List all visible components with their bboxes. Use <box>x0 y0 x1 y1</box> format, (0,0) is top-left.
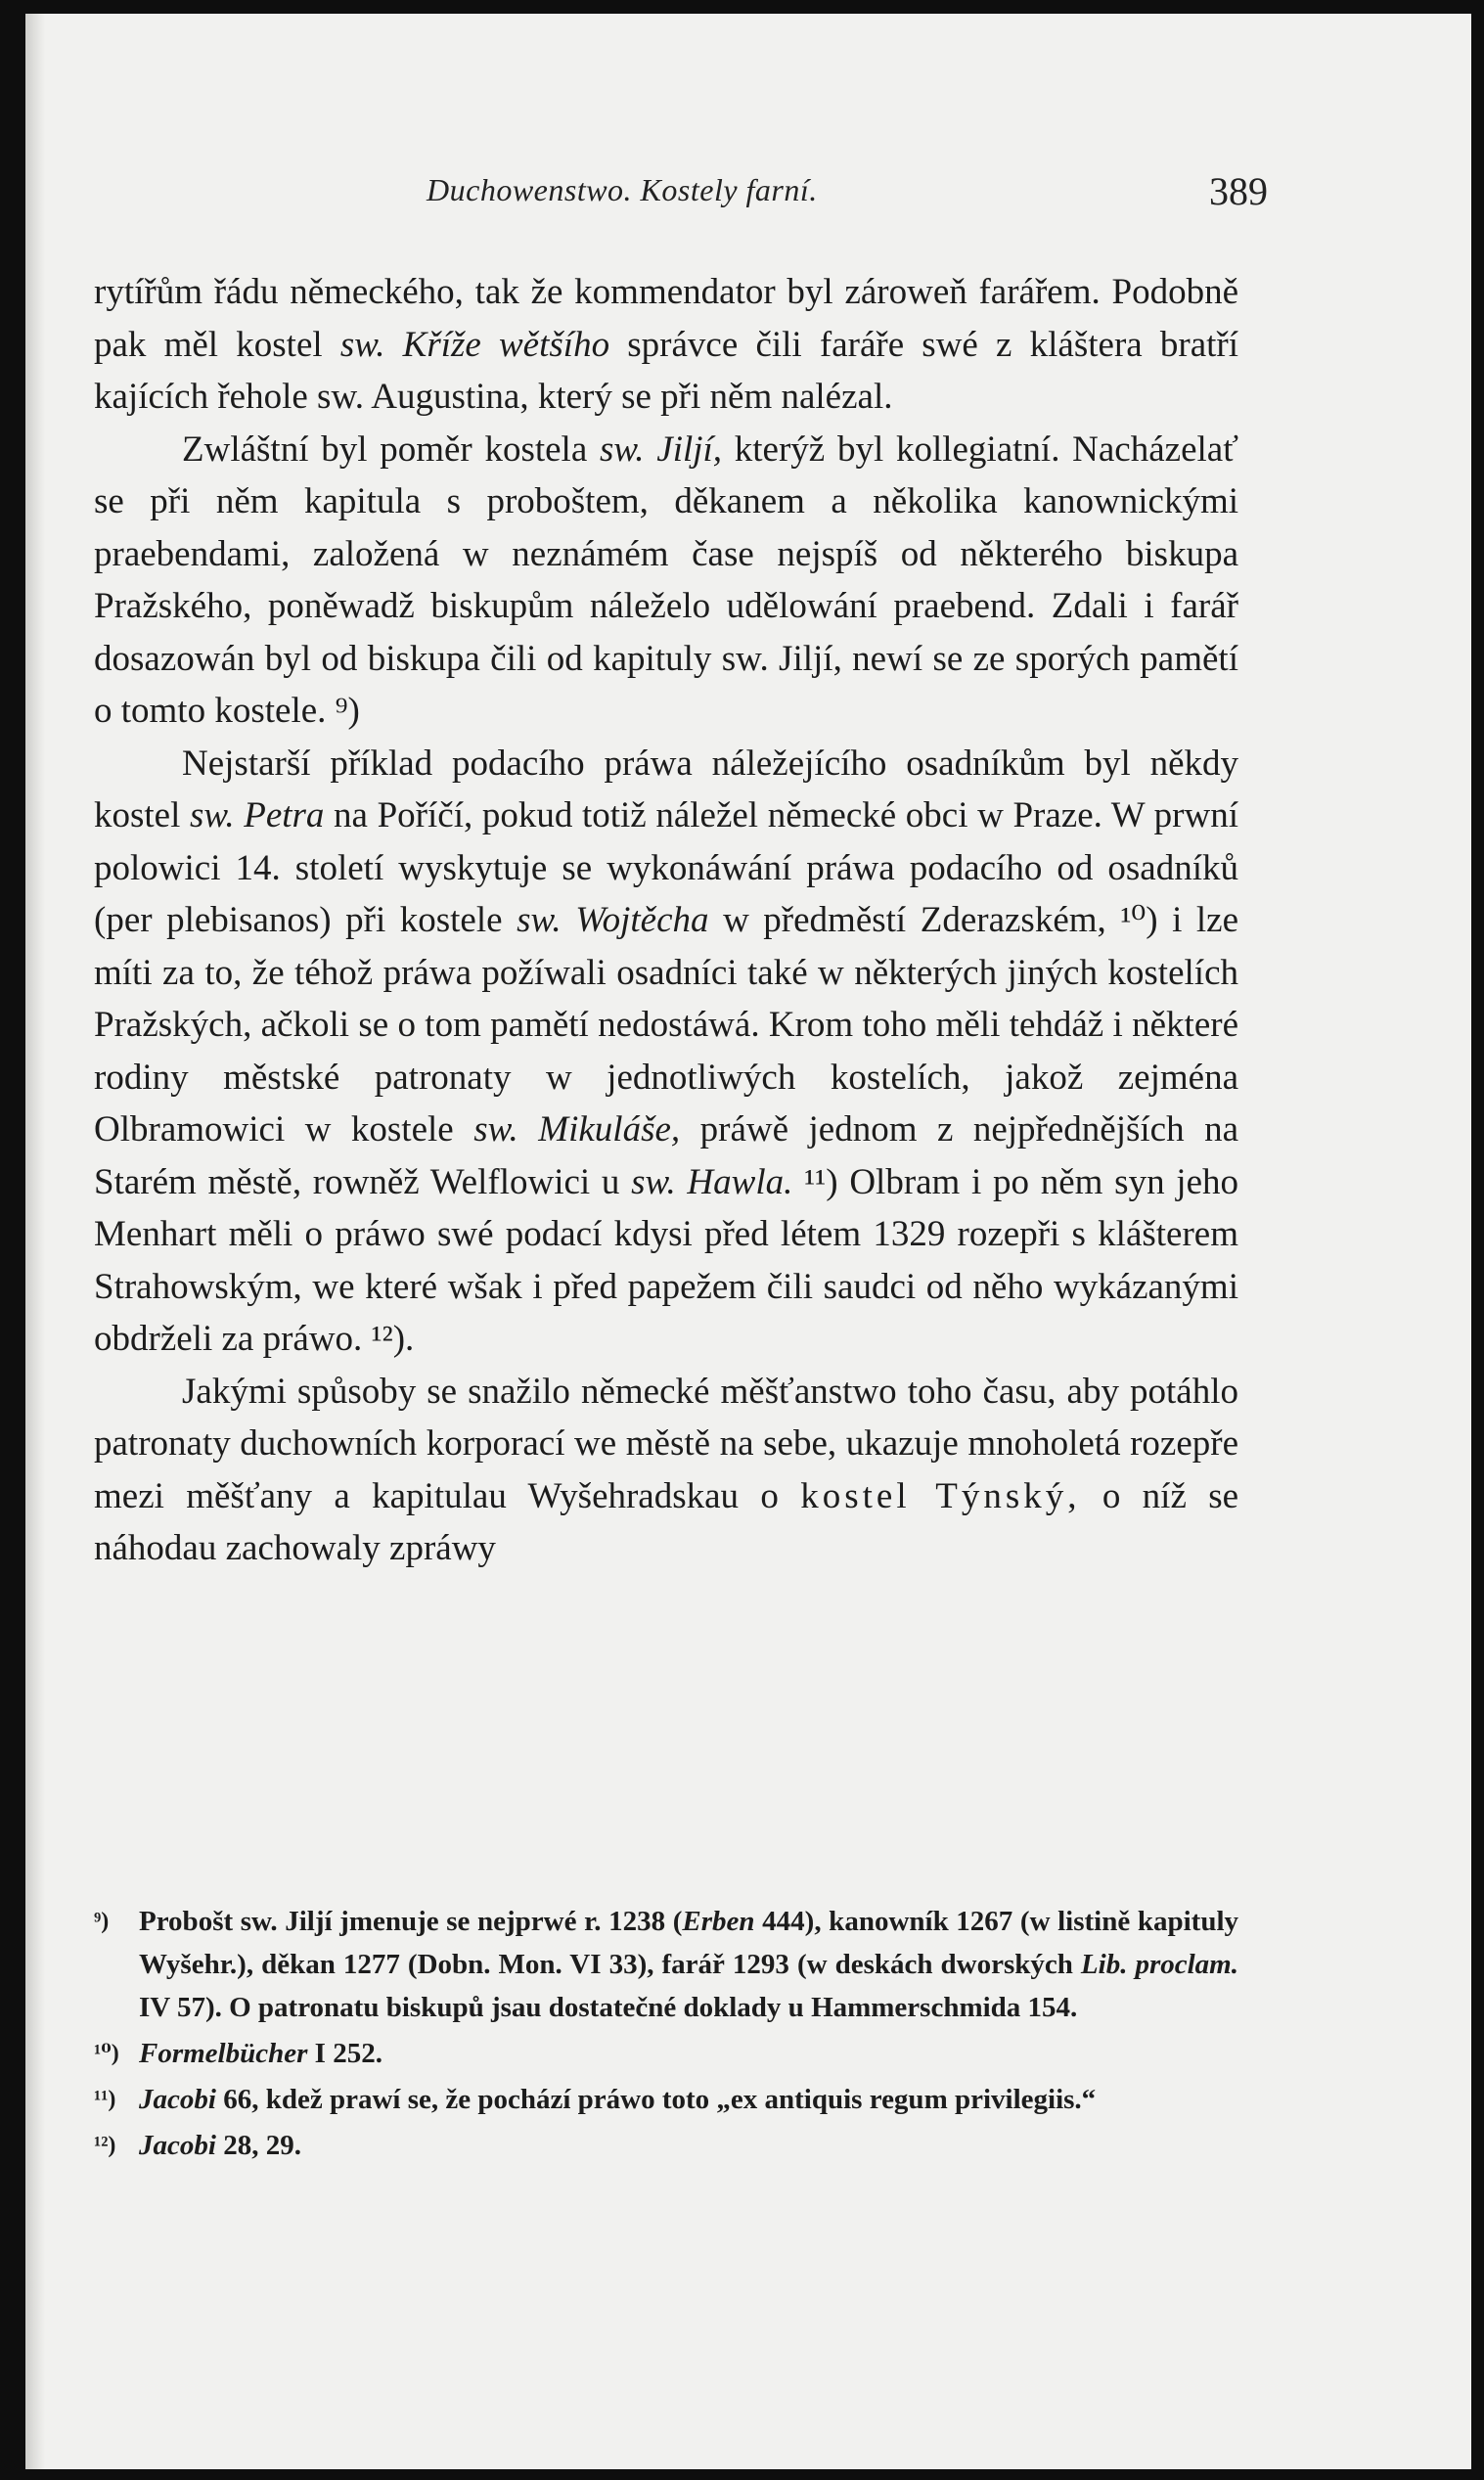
text-run: 66, kdež prawí se, že pochází práwo toto „ex antiquis regum privilegiis.“ <box>223 2084 1097 2115</box>
paragraph-3 <box>94 738 1238 1366</box>
text-run: práwě jednom z nejpřednějších na Starém městě, rowněž Welflowici u <box>94 1109 1239 1202</box>
text-run: 444), kanowník 1267 (w listině kapituly Wyšehr.), děkan 1277 (Dobn. Mon. VI 33), farář 1293 (w deskách dworských <box>139 1906 1238 1980</box>
emphasis: sw. Petra <box>190 795 325 835</box>
footnote-12 <box>94 2124 1238 2167</box>
text-run: I 252. <box>314 2038 382 2069</box>
footnote-mark: ¹²) <box>94 2133 116 2158</box>
emphasis: Jacobi <box>139 2084 216 2115</box>
paragraph-4 <box>94 1366 1238 1575</box>
footnote-ref: ¹⁰) <box>1120 900 1158 940</box>
emphasis: sw. Mikuláše, <box>473 1109 681 1150</box>
page-header <box>94 160 1268 219</box>
emphasis: sw. Wojtěcha <box>517 900 709 940</box>
emphasis: Formelbücher <box>139 2038 308 2069</box>
paragraph-2 <box>94 424 1238 738</box>
paragraph-1 <box>94 266 1238 424</box>
text-run: rytířům řádu německého, tak že kommendator byl zároweň farářem. Podobně pak měl kostel <box>94 272 1238 365</box>
emphasis: Jacobi <box>139 2130 216 2161</box>
footnote-mark: ¹⁰) <box>94 2041 119 2066</box>
text-run: Nejstarší příklad podacího práwa náležejícího osadníkům byl někdy kostel <box>94 743 1238 835</box>
running-head: Duchowenstwo. Kostely farní. <box>427 172 818 207</box>
text-run: Jakými spůsoby se snažilo německé měšťanstwo toho času, aby potáhlo patronaty duchowních korporací we městě na sebe, ukazuje mnoholetá rozepře mezi měšťany a kapitulau Wyšehradskau o <box>94 1371 1238 1516</box>
emphasis: sw. <box>339 324 385 365</box>
footnotes <box>94 1900 1238 2170</box>
page-edge-shadow <box>25 14 45 2469</box>
book-page <box>25 14 1471 2469</box>
emphasis: Kříže wětšího <box>402 324 610 365</box>
footnote-ref: ¹¹) <box>804 1161 838 1202</box>
text-run: i lze míti za to, že téhož práwa požíwali osadníci také w některých jiných kostelích Pražských, ačkoli se o tom pamětí nedostáwá. Krom toho měli tehdáž i některé rodiny městské patronaty w jednotliwých kostelích, jakož zejména Olbramowici w kostele <box>94 900 1239 1150</box>
text-run: w předměstí Zderazském, <box>723 900 1106 940</box>
footnote-ref: ¹²). <box>371 1319 415 1359</box>
page-number: 389 <box>1209 169 1268 213</box>
text-run: 28, 29. <box>223 2130 301 2161</box>
text-run: na Poříčí, pokud totiž náležel německé obci w Praze. W prwní polowici 14. století wyskytuje se wykonáwání práwa podacího od osadníků (per plebisanos) při kostele <box>94 795 1239 940</box>
body-text <box>94 266 1238 1575</box>
text-run: o níž se náhodau zachowaly zpráwy <box>94 1475 1239 1568</box>
text-run: Zwláštní byl poměr kostela <box>182 428 588 470</box>
footnote-10 <box>94 2032 1238 2075</box>
emphasis: Lib. proclam. <box>1080 1949 1238 1980</box>
text-run: správce čili faráře swé z kláštera bratří kajících řehole sw. Augustina, který se při něm nalézal. <box>94 324 1238 417</box>
text-run: Olbram i po něm syn jeho Menhart měli o práwo swé podací kdysi před létem 1329 rozepři s klášterem Strahowským, we které wšak i před papežem čili saudci od něho wykázanými obdrželi za práwo. <box>94 1161 1239 1359</box>
emphasis: sw. Hawla. <box>631 1161 793 1202</box>
text-run: Probošt sw. Jiljí jmenuje se nejprwé r. 1238 ( <box>139 1906 683 1937</box>
spaced-emphasis: kostel Týnský, <box>800 1475 1081 1516</box>
footnote-mark: ⁹) <box>94 1909 110 1934</box>
emphasis: sw. Jiljí, <box>599 428 723 470</box>
text-run: IV 57). O patronatu biskupů jsau dostatečné doklady u Hammerschmida 154. <box>139 1992 1078 2023</box>
footnote-mark: ¹¹) <box>94 2087 116 2112</box>
text-run: kterýž byl kollegiatní. Nacházelať se při něm kapitula s proboštem, děkanem a několika kanownickými praebendami, založená w neznámém čase nejspíš od některého biskupa Pražského, poněwadž biskupům náleželo udělowání praebend. Zdali i farář dosazowán byl od biskupa čili od kapituly sw. Jiljí, newí se ze sporých pamětí o tomto kostele. <box>94 428 1238 731</box>
footnote-ref: ⁹) <box>335 691 360 731</box>
footnote-11 <box>94 2078 1238 2121</box>
emphasis: Erben <box>682 1906 755 1937</box>
footnote-9 <box>94 1900 1238 2029</box>
